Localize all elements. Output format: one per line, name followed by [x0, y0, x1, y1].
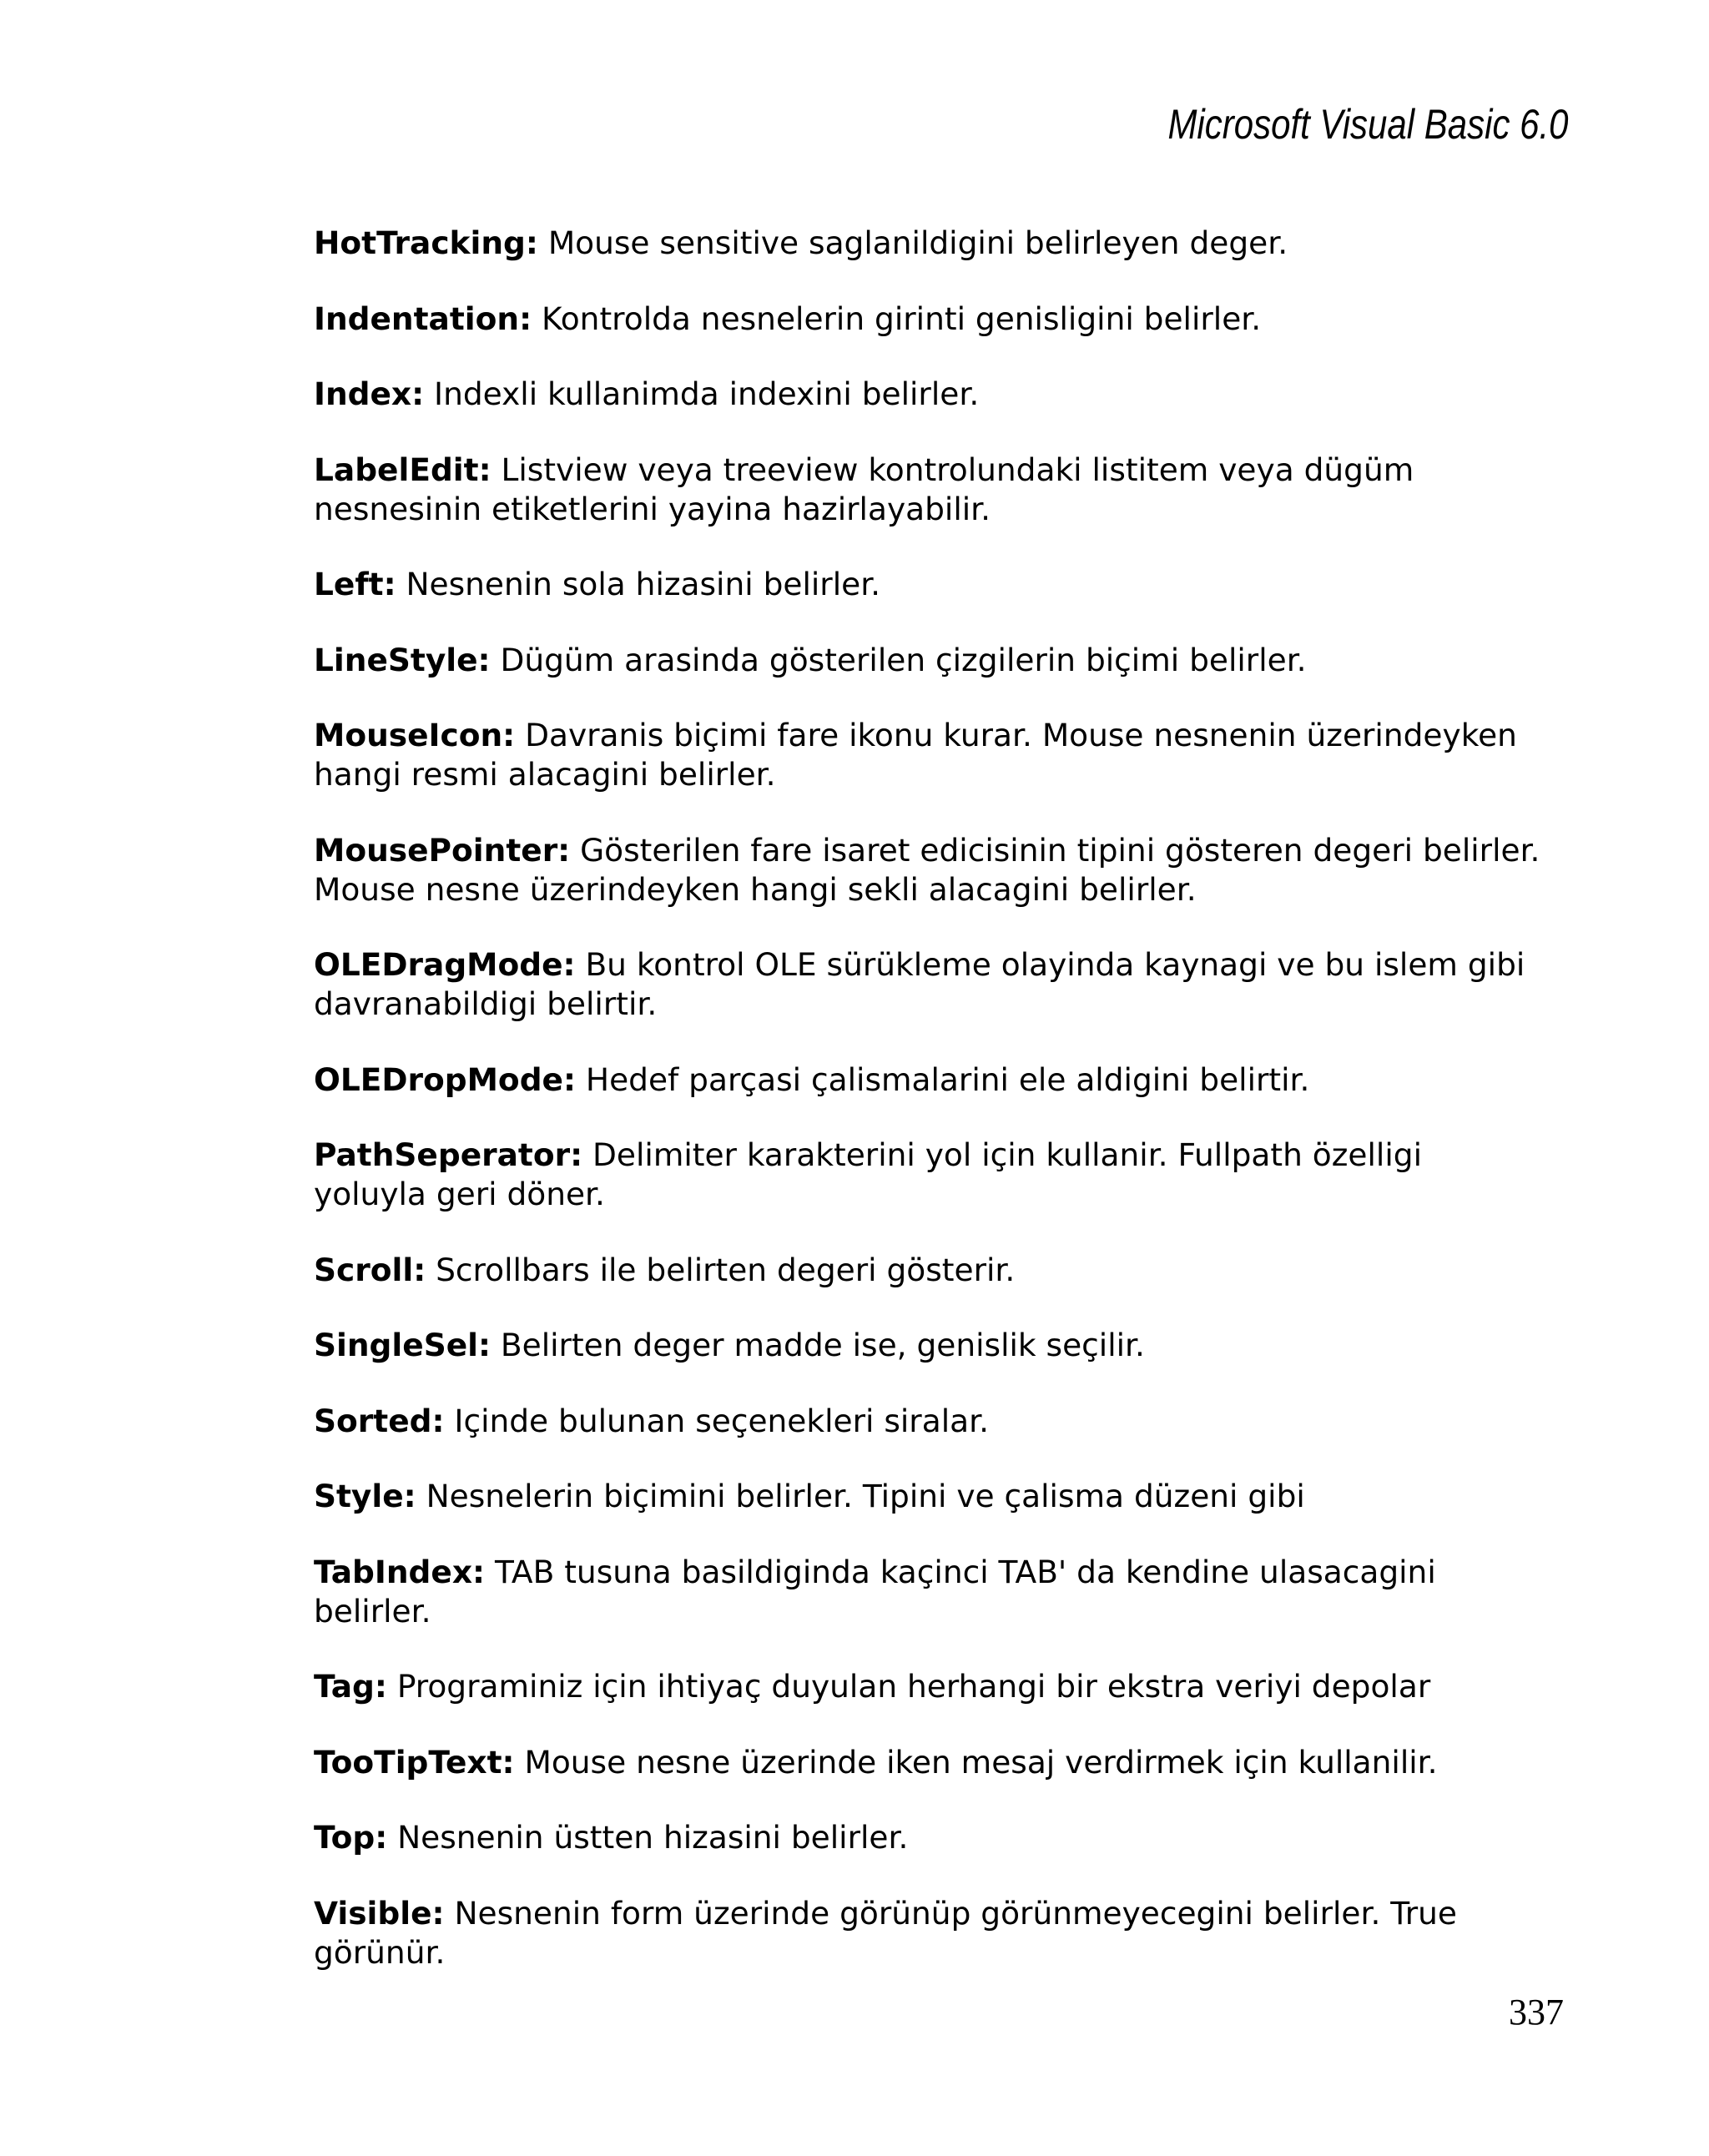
property-name: Sorted:: [314, 1402, 445, 1439]
property-description: Içinde bulunan seçenekleri siralar.: [454, 1402, 989, 1439]
property-description: Bu kontrol OLE sürükleme olayinda kaynagi ve bu islem gibi: [585, 946, 1525, 983]
property-description-cont: Mouse nesne üzerindeyken hangi sekli alacagini belirler.: [314, 870, 1197, 908]
property-name: Tag:: [314, 1668, 387, 1705]
property-entry: [314, 1743, 1582, 1782]
property-list: [314, 224, 1582, 2008]
property-entry: [314, 831, 1582, 909]
property-name: OLEDragMode:: [314, 946, 576, 983]
property-entry: [314, 375, 1582, 414]
property-entry: [314, 716, 1582, 794]
page-number: 337: [1509, 1992, 1564, 2033]
property-name: Indentation:: [314, 300, 532, 337]
property-name: TooTipText:: [314, 1743, 515, 1781]
property-entry: [314, 1894, 1582, 1972]
property-description: Indexli kullanimda indexini belirler.: [434, 375, 980, 412]
property-description: Listview veya treeview kontrolundaki listitem veya dügüm: [501, 451, 1414, 488]
property-name: PathSeperator:: [314, 1136, 583, 1173]
property-entry: [314, 1402, 1582, 1441]
property-description: Dügüm arasinda gösterilen çizgilerin biçimi belirler.: [500, 641, 1307, 678]
property-name: MousePointer:: [314, 831, 571, 869]
property-entry: [314, 565, 1582, 604]
property-entry: [314, 1326, 1582, 1365]
property-description-cont: belirler.: [314, 1592, 431, 1630]
property-entry: [314, 641, 1582, 680]
property-name: TabIndex:: [314, 1553, 486, 1590]
property-description: Nesnenin sola hizasini belirler.: [406, 566, 881, 602]
property-entry: [314, 224, 1582, 263]
property-description-cont: görünür.: [314, 1933, 446, 1971]
property-entry: [314, 451, 1582, 529]
property-description: TAB tusuna basildiginda kaçinci TAB' da kendine ulasacagini: [494, 1553, 1436, 1590]
property-description: Davranis biçimi fare ikonu kurar. Mouse nesnenin üzerindeyken: [525, 717, 1517, 753]
property-name: Scroll:: [314, 1251, 426, 1288]
property-description: Belirten deger madde ise, genislik seçilir.: [500, 1327, 1145, 1363]
property-description-cont: davranabildigi belirtir.: [314, 985, 658, 1022]
property-entry: [314, 1251, 1582, 1290]
property-description-cont: yoluyla geri döner.: [314, 1176, 605, 1212]
property-name: SingleSel:: [314, 1327, 491, 1363]
running-header: Microsoft Visual Basic 6.0: [1167, 101, 1569, 148]
property-description: Nesnelerin biçimini belirler. Tipini ve çalisma düzeni gibi: [426, 1478, 1305, 1514]
property-name: Style:: [314, 1478, 416, 1514]
property-entry: [314, 1477, 1582, 1516]
property-entry: [314, 1818, 1582, 1857]
property-description: Mouse nesne üzerinde iken mesaj verdirmek için kullanilir.: [524, 1743, 1438, 1781]
property-name: Top:: [314, 1819, 388, 1856]
property-description-cont: hangi resmi alacagini belirler.: [314, 756, 776, 793]
property-name: OLEDropMode:: [314, 1060, 576, 1098]
property-entry: [314, 1667, 1582, 1706]
property-description: Hedef parçasi çalismalarini ele aldigini belirtir.: [585, 1060, 1310, 1098]
property-description: Delimiter karakterini yol için kullanir. Fullpath özelligi: [592, 1136, 1422, 1173]
property-description: Gösterilen fare isaret edicisinin tipini gösteren degeri belirler.: [580, 831, 1540, 869]
property-description: Kontrolda nesnelerin girinti genisligini belirler.: [542, 300, 1262, 337]
property-description: Nesnenin üstten hizasini belirler.: [397, 1819, 909, 1856]
property-name: HotTracking:: [314, 224, 538, 261]
property-entry: [314, 1553, 1582, 1631]
property-entry: [314, 300, 1582, 339]
property-entry: [314, 1136, 1582, 1214]
property-name: Index:: [314, 375, 425, 412]
property-name: LineStyle:: [314, 641, 491, 678]
property-name: LabelEdit:: [314, 451, 492, 488]
property-name: Left:: [314, 566, 396, 602]
property-entry: [314, 945, 1582, 1024]
property-description: Nesnenin form üzerinde görünüp görünmeyecegini belirler. True: [454, 1894, 1457, 1932]
property-name: MouseIcon:: [314, 717, 516, 753]
property-name: Visible:: [314, 1894, 445, 1932]
property-description: Scrollbars ile belirten degeri gösterir.: [436, 1251, 1016, 1288]
property-entry: [314, 1060, 1582, 1100]
property-description: Programiniz için ihtiyaç duyulan herhangi bir ekstra veriyi depolar: [396, 1668, 1431, 1705]
property-description-cont: nesnesinin etiketlerini yayina hazirlayabilir.: [314, 490, 991, 527]
property-description: Mouse sensitive saglanildigini belirleyen deger.: [547, 224, 1288, 261]
